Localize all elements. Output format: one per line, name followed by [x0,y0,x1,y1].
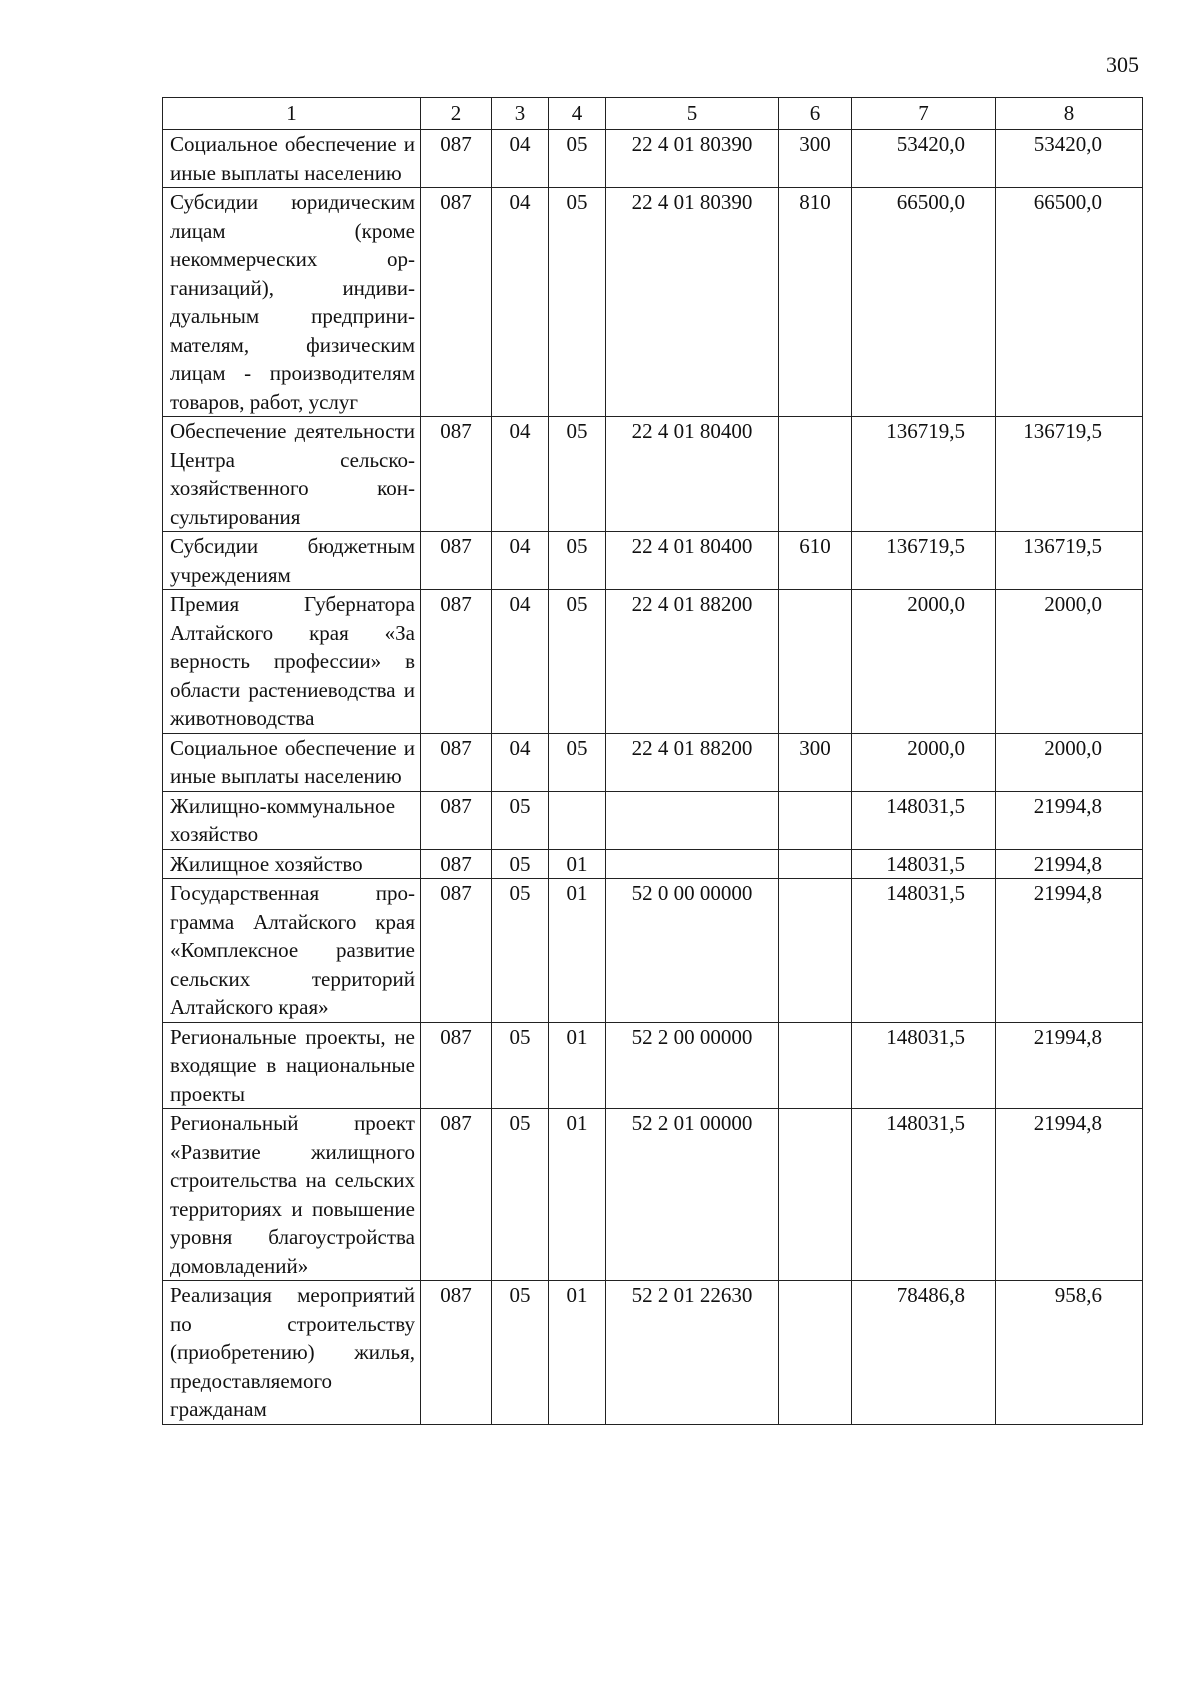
row-name: Региональный проект «Развитие жилищного строительства на сельских территориях и повышение уровня благоустройства домовладений» [163,1109,421,1281]
row-col-2: 087 [421,130,492,188]
header-col-6: 6 [779,98,852,130]
row-col-6 [779,879,852,1023]
row-col-3: 05 [492,1022,549,1109]
row-col-7: 78486,8 [852,1281,996,1425]
row-col-7: 53420,0 [852,130,996,188]
row-col-8: 2000,0 [996,590,1143,734]
row-col-8: 21994,8 [996,1022,1143,1109]
row-name: Социальное обеспечение и иные выплаты населению [163,130,421,188]
row-col-2: 087 [421,590,492,734]
table-row [163,532,1143,590]
row-col-4: 05 [549,417,606,532]
row-col-3: 05 [492,791,549,849]
table-row [163,1281,1143,1425]
row-col-2: 087 [421,1022,492,1109]
row-col-4: 01 [549,1281,606,1425]
row-col-5: 22 4 01 80400 [606,417,779,532]
row-col-3: 04 [492,733,549,791]
table-row [163,130,1143,188]
row-col-4: 01 [549,1109,606,1281]
row-col-6 [779,849,852,879]
row-col-2: 087 [421,1109,492,1281]
header-col-3: 3 [492,98,549,130]
row-col-7: 148031,5 [852,791,996,849]
header-col-5: 5 [606,98,779,130]
row-col-7: 136719,5 [852,532,996,590]
row-col-3: 05 [492,879,549,1023]
row-col-6 [779,417,852,532]
row-col-8: 21994,8 [996,849,1143,879]
row-col-3: 05 [492,1109,549,1281]
row-col-6 [779,1109,852,1281]
row-col-5: 22 4 01 80390 [606,130,779,188]
row-col-5 [606,791,779,849]
row-name: Субсидии юридическим лицам (кроме некоммерческих организаций), индивидуальным предпринимателям, физическим лицам - производителям товаров, работ, услуг [163,188,421,417]
row-col-2: 087 [421,849,492,879]
row-col-7: 148031,5 [852,849,996,879]
row-col-8: 53420,0 [996,130,1143,188]
row-col-3: 04 [492,417,549,532]
row-col-5: 52 2 01 00000 [606,1109,779,1281]
row-col-2: 087 [421,188,492,417]
table-row [163,417,1143,532]
row-col-5: 22 4 01 88200 [606,590,779,734]
row-col-8: 2000,0 [996,733,1143,791]
header-col-1: 1 [163,98,421,130]
row-name: Социальное обеспечение и иные выплаты населению [163,733,421,791]
row-name: Субсидии бюджетным учреждениям [163,532,421,590]
header-col-2: 2 [421,98,492,130]
row-col-6: 300 [779,733,852,791]
row-col-7: 148031,5 [852,879,996,1023]
row-col-2: 087 [421,733,492,791]
row-col-8: 136719,5 [996,417,1143,532]
row-col-2: 087 [421,879,492,1023]
table-row [163,1022,1143,1109]
row-col-2: 087 [421,417,492,532]
row-col-3: 04 [492,590,549,734]
table-row [163,188,1143,417]
row-col-5 [606,849,779,879]
row-col-8: 136719,5 [996,532,1143,590]
row-col-4: 01 [549,849,606,879]
row-col-5: 52 2 00 00000 [606,1022,779,1109]
row-col-7: 136719,5 [852,417,996,532]
row-name: Обеспечение деятельности Центра сельскохозяйственного консультирования [163,417,421,532]
row-col-4: 05 [549,532,606,590]
row-col-7: 148031,5 [852,1109,996,1281]
row-col-2: 087 [421,1281,492,1425]
row-col-8: 21994,8 [996,1109,1143,1281]
row-name: Государственная программа Алтайского края «Комплексное развитие сельских территорий Алтайского края» [163,879,421,1023]
table-row [163,791,1143,849]
table-row [163,849,1143,879]
header-col-8: 8 [996,98,1143,130]
header-col-4: 4 [549,98,606,130]
row-col-7: 2000,0 [852,733,996,791]
row-col-4: 05 [549,188,606,417]
table-row [163,590,1143,734]
row-col-5: 22 4 01 80390 [606,188,779,417]
row-col-2: 087 [421,791,492,849]
row-col-4: 05 [549,733,606,791]
row-col-3: 04 [492,130,549,188]
row-name: Жилищное хозяйство [163,849,421,879]
header-col-7: 7 [852,98,996,130]
row-col-4 [549,791,606,849]
row-col-5: 52 0 00 00000 [606,879,779,1023]
page-number: 305 [1106,52,1139,77]
row-name: Региональные проекты, не входящие в национальные проекты [163,1022,421,1109]
row-col-6 [779,1281,852,1425]
row-col-3: 05 [492,1281,549,1425]
row-col-4: 05 [549,590,606,734]
row-col-6: 300 [779,130,852,188]
row-col-2: 087 [421,532,492,590]
row-col-6: 610 [779,532,852,590]
row-col-5: 52 2 01 22630 [606,1281,779,1425]
row-col-4: 01 [549,879,606,1023]
row-col-8: 21994,8 [996,879,1143,1023]
row-col-3: 04 [492,188,549,417]
row-col-8: 958,6 [996,1281,1143,1425]
table-row [163,1109,1143,1281]
row-col-5: 22 4 01 80400 [606,532,779,590]
row-col-5: 22 4 01 88200 [606,733,779,791]
row-col-3: 05 [492,849,549,879]
row-name: Жилищно-коммунальное хозяйство [163,791,421,849]
budget-table [162,97,1143,1425]
row-name: Реализация мероприятий по строительству (приобретению) жилья, предоставляемого гражданам [163,1281,421,1425]
row-col-8: 66500,0 [996,188,1143,417]
row-col-7: 2000,0 [852,590,996,734]
table-row [163,879,1143,1023]
header-row [163,98,1143,130]
row-col-4: 01 [549,1022,606,1109]
row-col-6: 810 [779,188,852,417]
table-row [163,733,1143,791]
row-col-4: 05 [549,130,606,188]
row-col-7: 148031,5 [852,1022,996,1109]
row-col-6 [779,791,852,849]
row-col-8: 21994,8 [996,791,1143,849]
row-col-6 [779,590,852,734]
row-col-7: 66500,0 [852,188,996,417]
row-name: Премия Губернатора Алтайского края «За верность профессии» в области растениеводства и животноводства [163,590,421,734]
row-col-3: 04 [492,532,549,590]
row-col-6 [779,1022,852,1109]
